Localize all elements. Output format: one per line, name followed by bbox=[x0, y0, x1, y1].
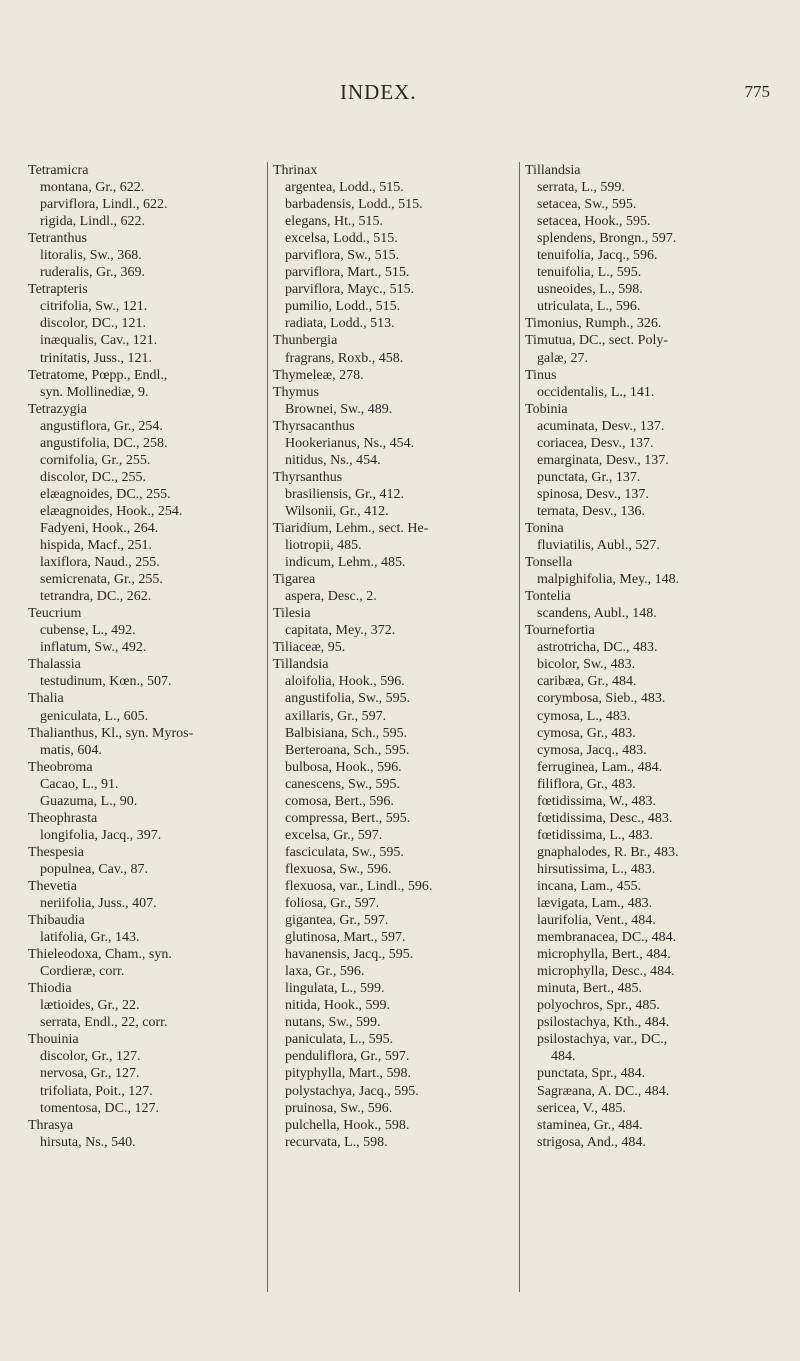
index-entry-heading: Thunbergia bbox=[273, 333, 338, 349]
index-entry: ferruginea, Lam., 484. bbox=[537, 759, 663, 775]
index-entry-heading: Tiaridium, Lehm., sect. He- bbox=[273, 520, 429, 536]
index-entry-heading: Tigarea bbox=[273, 572, 316, 588]
index-entry: usneoides, L., 598. bbox=[537, 282, 643, 298]
index-entry: argentea, Lodd., 515. bbox=[285, 180, 404, 196]
index-entry: aspera, Desc., 2. bbox=[285, 589, 377, 605]
index-entry: strigosa, And., 484. bbox=[537, 1134, 646, 1150]
index-entry: fœtidissima, L., 483. bbox=[537, 827, 653, 843]
index-entry-heading: Theobroma bbox=[28, 759, 93, 775]
index-column-3 bbox=[519, 162, 785, 1292]
index-entry: microphylla, Bert., 484. bbox=[537, 947, 671, 963]
index-entry-heading: Thevetia bbox=[28, 878, 77, 894]
index-entry: Berteroana, Sch., 595. bbox=[285, 742, 410, 758]
index-entry: elegans, Ht., 515. bbox=[285, 214, 383, 230]
index-entry: lævigata, Lam., 483. bbox=[537, 896, 653, 912]
index-entry: rigida, Lindl., 622. bbox=[40, 214, 145, 230]
index-entry-heading: Thalassia bbox=[28, 657, 81, 673]
index-entry: malpighifolia, Mey., 148. bbox=[537, 572, 680, 588]
index-entry-heading: Timonius, Rumph., 326. bbox=[525, 316, 662, 332]
index-entry: Wilsonii, Gr., 412. bbox=[285, 503, 389, 519]
index-entry: laxiflora, Naud., 255. bbox=[40, 555, 160, 571]
index-entry: fœtidissima, Desc., 483. bbox=[537, 810, 673, 826]
index-entry-heading: Thrasya bbox=[28, 1117, 74, 1133]
index-entry-heading: Thieleodoxa, Cham., syn. bbox=[28, 947, 172, 963]
index-entry: parviflora, Lindl., 622. bbox=[40, 197, 168, 213]
index-entry: ruderalis, Gr., 369. bbox=[40, 265, 145, 281]
index-entry: pulchella, Hook., 598. bbox=[285, 1117, 410, 1133]
index-entry: radiata, Lodd., 513. bbox=[285, 316, 395, 332]
index-entry: parviflora, Mart., 515. bbox=[285, 265, 410, 281]
index-entry: gigantea, Gr., 597. bbox=[285, 913, 389, 929]
index-entry: hirsuta, Ns., 540. bbox=[40, 1134, 136, 1150]
index-entry: parviflora, Mayc., 515. bbox=[285, 282, 415, 298]
index-entry-heading: Thyrsacanthus bbox=[273, 418, 355, 434]
index-entry: splendens, Brongn., 597. bbox=[537, 231, 677, 247]
index-entry: psilostachya, var., DC., bbox=[537, 1032, 668, 1048]
index-entry: tetrandra, DC., 262. bbox=[40, 589, 152, 605]
index-entry: nutans, Sw., 599. bbox=[285, 1015, 381, 1031]
index-entry: occidentalis, L., 141. bbox=[537, 384, 655, 400]
index-entry: foliosa, Gr., 597. bbox=[285, 896, 380, 912]
index-entry: excelsa, Gr., 597. bbox=[285, 827, 383, 843]
index-entry: angustiflora, Gr., 254. bbox=[40, 418, 163, 434]
index-entry: psilostachya, Kth., 484. bbox=[537, 1015, 670, 1031]
index-entry: pityphylla, Mart., 598. bbox=[285, 1066, 411, 1082]
index-entry: nervosa, Gr., 127. bbox=[40, 1066, 140, 1082]
index-entry-heading: Tetrapteris bbox=[28, 282, 88, 298]
index-entry: capitata, Mey., 372. bbox=[285, 623, 396, 639]
index-entry: cymosa, Jacq., 483. bbox=[537, 742, 647, 758]
index-entry: comosa, Bert., 596. bbox=[285, 793, 394, 809]
index-entry: bicolor, Sw., 483. bbox=[537, 657, 636, 673]
index-entry-heading: Theophrasta bbox=[28, 810, 98, 826]
index-entry: acuminata, Desv., 137. bbox=[537, 418, 665, 434]
index-entry: liotropii, 485. bbox=[285, 538, 362, 554]
index-entry: neriifolia, Juss., 407. bbox=[40, 896, 157, 912]
index-entry-heading: Tetramicra bbox=[28, 163, 89, 178]
index-entry: angustifolia, Sw., 595. bbox=[285, 691, 411, 707]
index-entry: membranacea, DC., 484. bbox=[537, 930, 677, 946]
index-entry: montana, Gr., 622. bbox=[40, 180, 145, 196]
index-entry: tenuifolia, Jacq., 596. bbox=[537, 248, 658, 264]
index-entry-heading: Thalianthus, Kl., syn. Myros- bbox=[28, 725, 194, 741]
index-entry: testudinum, Kœn., 507. bbox=[40, 674, 172, 690]
index-entry: nitida, Hook., 599. bbox=[285, 998, 390, 1014]
index-entry-heading: Tilesia bbox=[273, 606, 311, 622]
index-entry: flexuosa, var., Lindl., 596. bbox=[285, 878, 433, 894]
index-entry: angustifolia, DC., 258. bbox=[40, 435, 168, 451]
index-entry: brasiliensis, Gr., 412. bbox=[285, 486, 404, 502]
index-entry: flexuosa, Sw., 596. bbox=[285, 861, 392, 877]
index-entry-heading: Thrinax bbox=[273, 163, 318, 178]
index-entry-heading: Tournefortia bbox=[525, 623, 595, 639]
index-entry: trifoliata, Poit., 127. bbox=[40, 1083, 153, 1099]
index-entry: astrotricha, DC., 483. bbox=[537, 640, 658, 656]
index-entry: Guazuma, L., 90. bbox=[40, 793, 138, 809]
index-entry: Balbisiana, Sch., 595. bbox=[285, 725, 408, 741]
index-entry: 484. bbox=[551, 1049, 576, 1065]
index-entry: paniculata, L., 595. bbox=[285, 1032, 394, 1048]
index-entry: Hookerianus, Ns., 454. bbox=[285, 435, 415, 451]
index-entry: hispida, Macf., 251. bbox=[40, 538, 152, 554]
index-entry: pumilio, Lodd., 515. bbox=[285, 299, 401, 315]
index-entry-heading: Tinus bbox=[525, 367, 557, 383]
index-entry: pruinosa, Sw., 596. bbox=[285, 1100, 393, 1116]
index-entry: citrifolia, Sw., 121. bbox=[40, 299, 148, 315]
index-entry: tomentosa, DC., 127. bbox=[40, 1100, 159, 1116]
index-entry: fœtidissima, W., 483. bbox=[537, 793, 657, 809]
index-entry: glutinosa, Mart., 597. bbox=[285, 930, 406, 946]
index-entry-heading: Tillandsia bbox=[273, 657, 329, 673]
index-entry-heading: Tetratome, Pœpp., Endl., bbox=[28, 367, 168, 383]
index-column-2 bbox=[267, 162, 523, 1292]
index-entry: ternata, Desv., 136. bbox=[537, 503, 645, 519]
index-entry: fluviatilis, Aubl., 527. bbox=[537, 538, 660, 554]
index-entry-heading: Thiodia bbox=[28, 981, 72, 997]
index-entry: parviflora, Sw., 515. bbox=[285, 248, 400, 264]
index-entry: coriacea, Desv., 137. bbox=[537, 435, 654, 451]
index-entry: Sagræana, A. DC., 484. bbox=[537, 1083, 670, 1099]
index-entry: punctata, Gr., 137. bbox=[537, 469, 641, 485]
index-entry-heading: Tobinia bbox=[525, 401, 568, 417]
index-entry: Cordieræ, corr. bbox=[40, 964, 125, 980]
index-entry: scandens, Aubl., 148. bbox=[537, 606, 657, 622]
index-entry: setacea, Sw., 595. bbox=[537, 197, 637, 213]
index-entry: corymbosa, Sieb., 483. bbox=[537, 691, 666, 707]
index-entry-heading: Tetranthus bbox=[28, 231, 87, 247]
index-entry: gnaphalodes, R. Br., 483. bbox=[537, 844, 679, 860]
index-entry: longifolia, Jacq., 397. bbox=[40, 827, 162, 843]
index-entry: Brownei, Sw., 489. bbox=[285, 401, 393, 417]
index-entry-heading: Thymus bbox=[273, 384, 319, 400]
index-entry: matis, 604. bbox=[40, 742, 102, 758]
index-entry: microphylla, Desc., 484. bbox=[537, 964, 675, 980]
index-entry: emarginata, Desv., 137. bbox=[537, 452, 669, 468]
index-entry-heading: Tillandsia bbox=[525, 163, 581, 178]
index-entry-heading: Tonina bbox=[525, 520, 564, 536]
index-entry: cornifolia, Gr., 255. bbox=[40, 452, 151, 468]
index-entry: serrata, Endl., 22, corr. bbox=[40, 1015, 168, 1031]
index-entry: utriculata, L., 596. bbox=[537, 299, 641, 315]
index-entry: discolor, DC., 121. bbox=[40, 316, 146, 332]
index-entry: recurvata, L., 598. bbox=[285, 1134, 388, 1150]
index-entry: punctata, Spr., 484. bbox=[537, 1066, 646, 1082]
index-entry: indicum, Lehm., 485. bbox=[285, 555, 406, 571]
index-entry: hirsutissima, L., 483. bbox=[537, 861, 656, 877]
index-entry: semicrenata, Gr., 255. bbox=[40, 572, 163, 588]
index-entry: laxa, Gr., 596. bbox=[285, 964, 365, 980]
index-entry: polyochros, Spr., 485. bbox=[537, 998, 660, 1014]
index-entry: cymosa, L., 483. bbox=[537, 708, 631, 724]
page-header bbox=[0, 80, 800, 110]
index-entry-heading: Thymeleæ, 278. bbox=[273, 367, 364, 383]
index-entry: polystachya, Jacq., 595. bbox=[285, 1083, 419, 1099]
index-entry-heading: Thalia bbox=[28, 691, 64, 707]
index-entry: fasciculata, Sw., 595. bbox=[285, 844, 404, 860]
index-entry-heading: Tetrazygia bbox=[28, 401, 87, 417]
index-entry: discolor, Gr., 127. bbox=[40, 1049, 141, 1065]
index-entry: bulbosa, Hook., 596. bbox=[285, 759, 402, 775]
index-entry: caribæa, Gr., 484. bbox=[537, 674, 637, 690]
index-entry: Cacao, L., 91. bbox=[40, 776, 119, 792]
index-entry: elæagnoides, Hook., 254. bbox=[40, 503, 183, 519]
index-entry: Fadyeni, Hook., 264. bbox=[40, 520, 159, 536]
index-entry-heading: Tiliaceæ, 95. bbox=[273, 640, 346, 656]
index-entry: populnea, Cav., 87. bbox=[40, 861, 148, 877]
index-entry: serrata, L., 599. bbox=[537, 180, 625, 196]
index-entry: compressa, Bert., 595. bbox=[285, 810, 411, 826]
index-entry: penduliflora, Gr., 597. bbox=[285, 1049, 410, 1065]
index-entry-heading: Thyrsanthus bbox=[273, 469, 343, 485]
index-entry: havanensis, Jacq., 595. bbox=[285, 947, 414, 963]
index-entry: filiflora, Gr., 483. bbox=[537, 776, 636, 792]
page-number: 775 bbox=[744, 82, 770, 101]
index-entry: latifolia, Gr., 143. bbox=[40, 930, 140, 946]
index-entry: axillaris, Gr., 597. bbox=[285, 708, 387, 724]
index-entry: aloifolia, Hook., 596. bbox=[285, 674, 405, 690]
index-entry: excelsa, Lodd., 515. bbox=[285, 231, 398, 247]
index-entry-heading: Teucrium bbox=[28, 606, 82, 622]
index-entry: staminea, Gr., 484. bbox=[537, 1117, 643, 1133]
index-entry: cymosa, Gr., 483. bbox=[537, 725, 636, 741]
index-column-1 bbox=[28, 162, 258, 1151]
index-entry: laurifolia, Vent., 484. bbox=[537, 913, 656, 929]
index-entry: incana, Lam., 455. bbox=[537, 878, 642, 894]
index-entry: syn. Mollinediæ, 9. bbox=[40, 384, 149, 400]
index-entry: spinosa, Desv., 137. bbox=[537, 486, 649, 502]
index-entry: lætioides, Gr., 22. bbox=[40, 998, 140, 1014]
index-entry: lingulata, L., 599. bbox=[285, 981, 385, 997]
index-entry: cubense, L., 492. bbox=[40, 623, 136, 639]
index-entry-heading: Thibaudia bbox=[28, 913, 85, 929]
index-entry: inflatum, Sw., 492. bbox=[40, 640, 147, 656]
index-entry: inæqualis, Cav., 121. bbox=[40, 333, 158, 349]
index-entry: geniculata, L., 605. bbox=[40, 708, 149, 724]
index-entry: canescens, Sw., 595. bbox=[285, 776, 400, 792]
index-entry: trinitatis, Juss., 121. bbox=[40, 350, 153, 366]
index-entry: galæ, 27. bbox=[537, 350, 588, 366]
index-entry-heading: Thouinia bbox=[28, 1032, 79, 1048]
index-entry: nitidus, Ns., 454. bbox=[285, 452, 381, 468]
index-entry: sericea, V., 485. bbox=[537, 1100, 626, 1116]
index-entry: discolor, DC., 255. bbox=[40, 469, 146, 485]
index-entry: barbadensis, Lodd., 515. bbox=[285, 197, 423, 213]
index-entry-heading: Tonsella bbox=[525, 555, 573, 571]
index-entry: setacea, Hook., 595. bbox=[537, 214, 651, 230]
index-entry-heading: Timutua, DC., sect. Poly- bbox=[525, 333, 668, 349]
index-entry: fragrans, Roxb., 458. bbox=[285, 350, 404, 366]
index-entry: elæagnoides, DC., 255. bbox=[40, 486, 171, 502]
index-entry-heading: Thespesia bbox=[28, 844, 84, 860]
index-entry-heading: Tontelia bbox=[525, 589, 571, 605]
page-title: INDEX. bbox=[340, 80, 417, 104]
index-entry: tenuifolia, L., 595. bbox=[537, 265, 642, 281]
index-entry: litoralis, Sw., 368. bbox=[40, 248, 142, 264]
index-entry: minuta, Bert., 485. bbox=[537, 981, 642, 997]
